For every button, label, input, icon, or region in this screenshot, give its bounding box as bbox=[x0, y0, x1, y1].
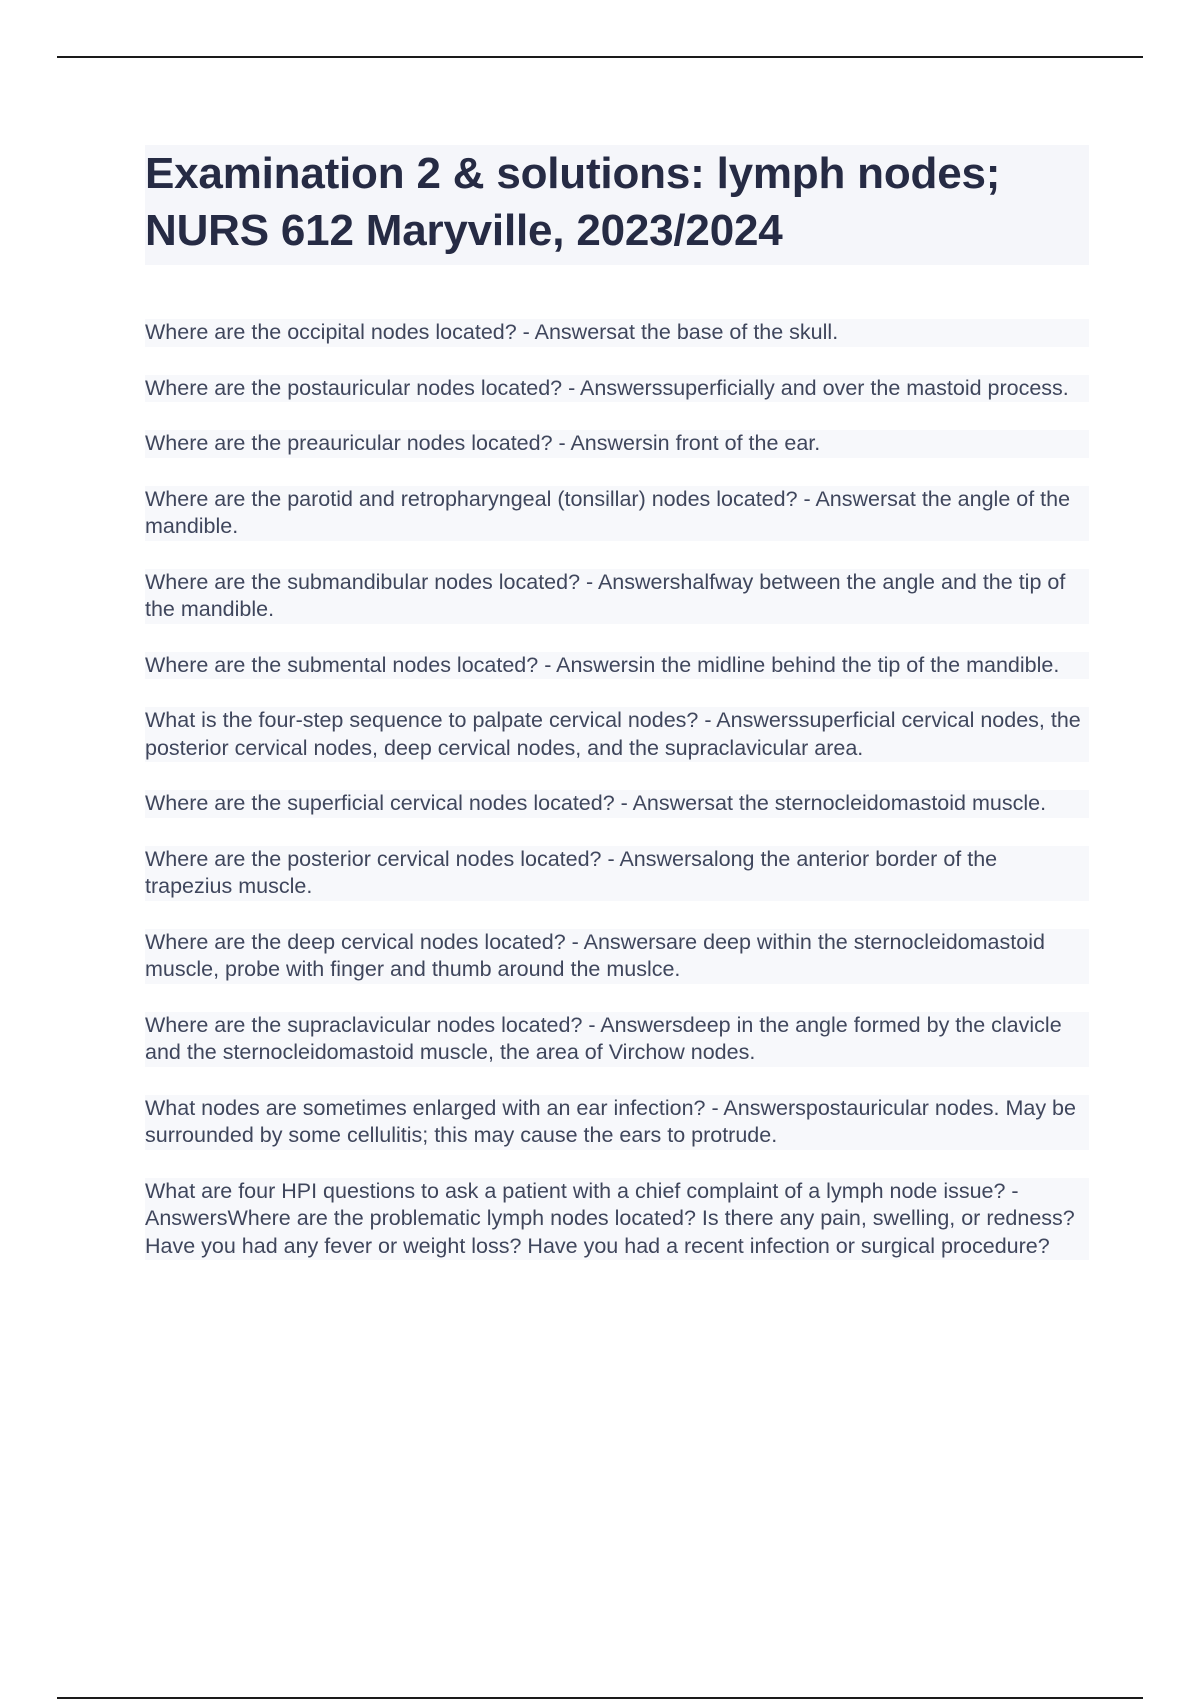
qa-item-ear-infection: What nodes are sometimes enlarged with an ear infection? - Answerspostauricular nodes. May be surrounded by some cellulitis; this may cause the ears to protrude. bbox=[145, 1095, 1089, 1150]
qa-item-submandibular: Where are the submandibular nodes located? - Answershalfway between the angle and the tip of the mandible. bbox=[145, 569, 1089, 624]
qa-item-occipital: Where are the occipital nodes located? - Answersat the base of the skull. bbox=[145, 319, 1089, 347]
document-title: Examination 2 & solutions: lymph nodes; NURS 612 Maryville, 2023/2024 bbox=[145, 149, 1001, 255]
qa-item-submental: Where are the submental nodes located? - Answersin the midline behind the tip of the mandible. bbox=[145, 652, 1089, 680]
qa-item-supraclavicular: Where are the supraclavicular nodes located? - Answersdeep in the angle formed by the clavicle and the sternocleidomastoid muscle, the area of Virchow nodes. bbox=[145, 1012, 1089, 1067]
qa-item-palpation-sequence: What is the four-step sequence to palpate cervical nodes? - Answerssuperficial cervical nodes, the posterior cervical nodes, deep cervical nodes, and the supraclavicular area. bbox=[145, 707, 1089, 762]
qa-item-posterior-cervical: Where are the posterior cervical nodes located? - Answersalong the anterior border of the trapezius muscle. bbox=[145, 846, 1089, 901]
qa-item-deep-cervical: Where are the deep cervical nodes located? - Answersare deep within the sternocleidomastoid muscle, probe with finger and thumb around the muslce. bbox=[145, 929, 1089, 984]
bottom-rule bbox=[57, 1697, 1143, 1699]
qa-item-postauricular: Where are the postauricular nodes located? - Answerssuperficially and over the mastoid process. bbox=[145, 375, 1089, 403]
top-rule bbox=[57, 56, 1143, 58]
title-block bbox=[145, 145, 1089, 265]
qa-item-hpi-questions: What are four HPI questions to ask a patient with a chief complaint of a lymph node issue? - AnswersWhere are the problematic lymph nodes located? Is there any pain, swelling, or redness? Have you had any fever or weight loss? Have you had a recent infection or surgical procedure? bbox=[145, 1178, 1089, 1261]
qa-item-superficial-cervical: Where are the superficial cervical nodes located? - Answersat the sternocleidomastoid muscle. bbox=[145, 790, 1089, 818]
qa-item-preauricular: Where are the preauricular nodes located? - Answersin front of the ear. bbox=[145, 430, 1089, 458]
qa-item-parotid: Where are the parotid and retropharyngeal (tonsillar) nodes located? - Answersat the angle of the mandible. bbox=[145, 486, 1089, 541]
document-body bbox=[145, 145, 1089, 1288]
